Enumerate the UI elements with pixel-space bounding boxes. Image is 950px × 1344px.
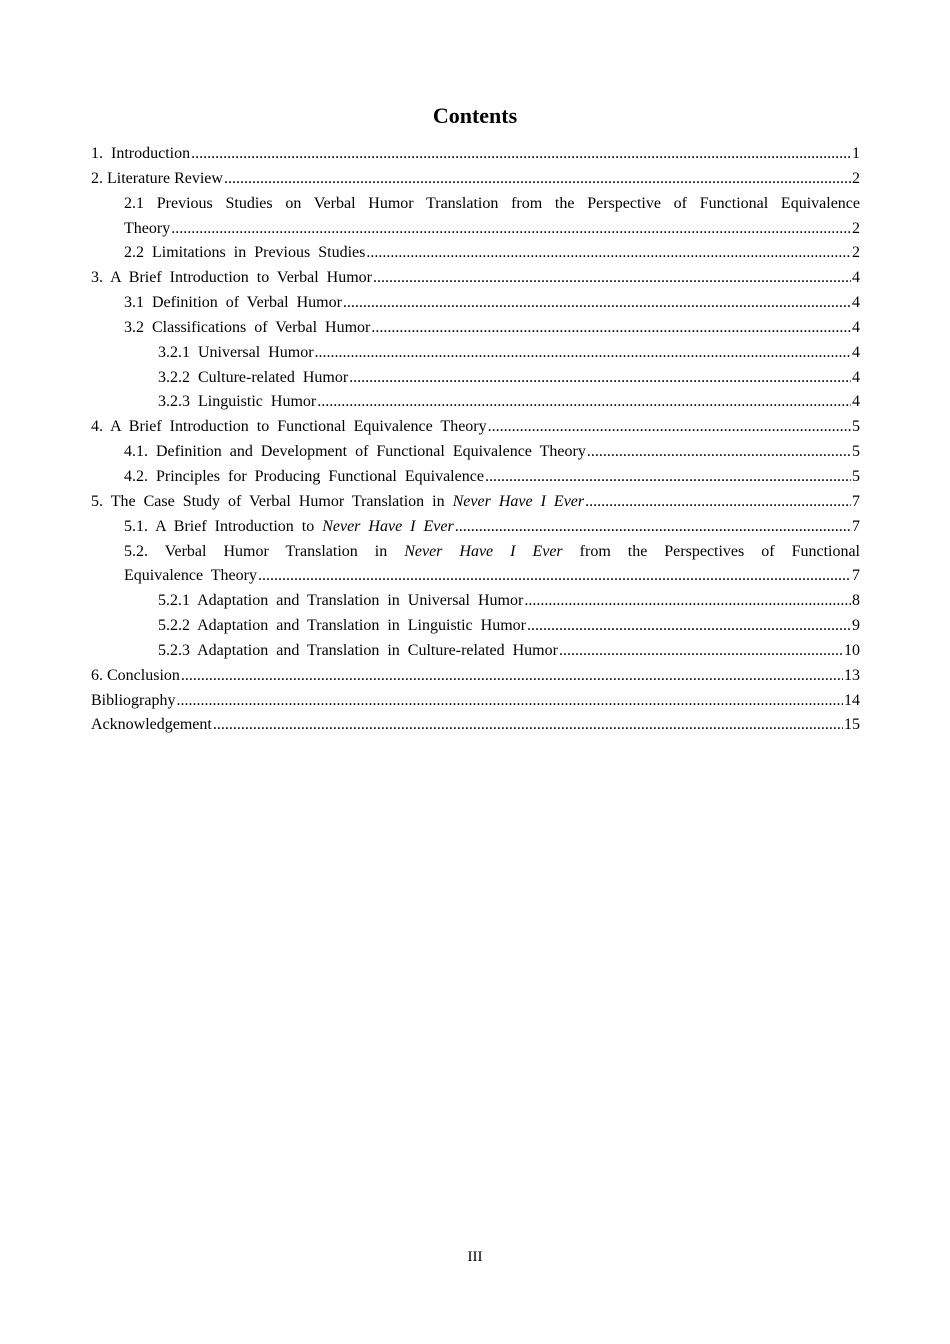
toc-label: Bibliography	[91, 691, 176, 709]
dot-leader	[224, 167, 851, 192]
toc-label-title: Never Have I Ever	[452, 492, 585, 510]
dot-leader	[488, 415, 851, 440]
toc-label: Acknowledgement	[91, 716, 212, 734]
toc-entry-3-2-1[interactable]	[91, 341, 860, 366]
toc-page: 4	[852, 318, 860, 336]
toc-label: 4.2. Principles for Producing Functional Equivalence	[124, 467, 484, 485]
toc-page: 4	[852, 294, 860, 312]
toc-label-title: Never Have I Ever	[322, 517, 454, 535]
toc-label-text: 5.1. A Brief Introduction to	[124, 517, 323, 535]
toc-entry-4[interactable]	[91, 415, 860, 440]
toc-entry-5-2-1[interactable]	[91, 589, 860, 614]
toc-entry-3-2-2[interactable]	[91, 366, 860, 391]
toc-page: 7	[852, 567, 860, 585]
toc-label-line1	[124, 540, 860, 565]
dot-leader	[181, 664, 843, 689]
toc-entry-2-2[interactable]	[91, 241, 860, 266]
toc-page: 4	[852, 393, 860, 411]
toc-page: 5	[852, 443, 860, 461]
toc-page: 15	[844, 716, 860, 734]
toc-label: 5.2.1 Adaptation and Translation in Universal Humor	[158, 592, 524, 610]
toc-page: 2	[852, 219, 860, 237]
toc-label-text: 5. The Case Study of Verbal Humor Translation in	[91, 492, 453, 510]
toc-label: 1. Introduction	[91, 145, 191, 162]
dot-leader	[366, 241, 851, 266]
dot-leader	[585, 490, 851, 515]
toc-entry-5-2[interactable]	[91, 540, 860, 590]
toc-page: 7	[852, 517, 860, 535]
toc-entry-4-2[interactable]	[91, 465, 860, 490]
toc-entry-acknowledgement[interactable]	[91, 713, 860, 738]
toc-page: 13	[844, 666, 860, 684]
toc-label-text-post: from the Perspectives of Functional	[562, 542, 861, 560]
dot-leader	[171, 217, 851, 242]
toc-label-line1: 2.1 Previous Studies on Verbal Humor Translation from the Perspective of Functional Equivalence	[124, 194, 860, 212]
toc-label-title: Never Have I Ever	[404, 542, 563, 560]
toc-entry-4-1[interactable]	[91, 440, 860, 465]
toc-page: 5	[852, 467, 860, 485]
toc-label: 5.2.2 Adaptation and Translation in Linguistic Humor	[158, 617, 526, 635]
dot-leader	[587, 440, 851, 465]
dot-leader	[191, 142, 851, 167]
toc-page: 10	[844, 641, 860, 659]
toc-label-text: 5.2. Verbal Humor Translation in	[124, 542, 405, 560]
toc-page: 9	[852, 617, 860, 635]
dot-leader	[176, 689, 843, 714]
toc-entry-3-2[interactable]	[91, 316, 860, 341]
toc-label: 2. Literature Review	[91, 169, 223, 187]
table-of-contents	[91, 142, 860, 738]
toc-entry-5[interactable]	[91, 490, 860, 515]
toc-entry-3-2-3[interactable]	[91, 390, 860, 415]
toc-entry-3[interactable]	[91, 266, 860, 291]
toc-page: 4	[852, 368, 860, 386]
toc-label: 5.2.3 Adaptation and Translation in Culture-related Humor	[158, 641, 558, 659]
toc-entry-literature-review[interactable]	[91, 167, 860, 192]
dot-leader	[343, 291, 851, 316]
toc-page: 8	[852, 592, 860, 610]
toc-label: 4. A Brief Introduction to Functional Equivalence Theory	[91, 418, 487, 436]
dot-leader	[315, 341, 851, 366]
dot-leader	[317, 390, 851, 415]
toc-page: 1	[852, 145, 860, 162]
toc-label: 2.2 Limitations in Previous Studies	[124, 244, 366, 262]
toc-entry-5-2-2[interactable]	[91, 614, 860, 639]
dot-leader	[524, 589, 851, 614]
toc-label	[91, 490, 584, 515]
toc-page: 2	[852, 244, 860, 262]
toc-page: 4	[852, 343, 860, 361]
toc-label: 3.2 Classifications of Verbal Humor	[124, 318, 371, 336]
toc-page: 14	[844, 691, 860, 709]
toc-label: 3.2.3 Linguistic Humor	[158, 393, 317, 411]
toc-page: 7	[852, 492, 860, 510]
toc-entry-5-2-3[interactable]	[91, 639, 860, 664]
dot-leader	[371, 316, 851, 341]
dot-leader	[559, 639, 843, 664]
dot-leader	[485, 465, 851, 490]
toc-label: 3.2.1 Universal Humor	[158, 343, 314, 361]
dot-leader	[258, 564, 851, 589]
page-number: III	[467, 1249, 483, 1265]
toc-label-line2: Theory	[124, 219, 171, 237]
toc-entry-bibliography[interactable]	[91, 689, 860, 714]
toc-label: 4.1. Definition and Development of Functional Equivalence Theory	[124, 443, 586, 461]
toc-label	[124, 515, 454, 540]
toc-entry-introduction[interactable]	[91, 142, 860, 167]
toc-page: 5	[852, 418, 860, 436]
dot-leader	[213, 713, 843, 738]
toc-label: 3.1 Definition of Verbal Humor	[124, 294, 342, 312]
toc-page: 4	[852, 269, 860, 287]
toc-entry-2-1[interactable]	[91, 192, 860, 242]
toc-label: 6. Conclusion	[91, 666, 180, 684]
toc-page: 2	[852, 169, 860, 187]
toc-label: 3. A Brief Introduction to Verbal Humor	[91, 269, 372, 287]
page-title: Contents	[432, 103, 518, 128]
toc-entry-5-1[interactable]	[91, 515, 860, 540]
dot-leader	[455, 515, 851, 540]
dot-leader	[373, 266, 851, 291]
toc-label: 3.2.2 Culture-related Humor	[158, 368, 349, 386]
dot-leader	[527, 614, 851, 639]
toc-label-line2: Equivalence Theory	[124, 567, 257, 585]
toc-entry-3-1[interactable]	[91, 291, 860, 316]
dot-leader	[349, 366, 851, 391]
toc-entry-conclusion[interactable]	[91, 664, 860, 689]
